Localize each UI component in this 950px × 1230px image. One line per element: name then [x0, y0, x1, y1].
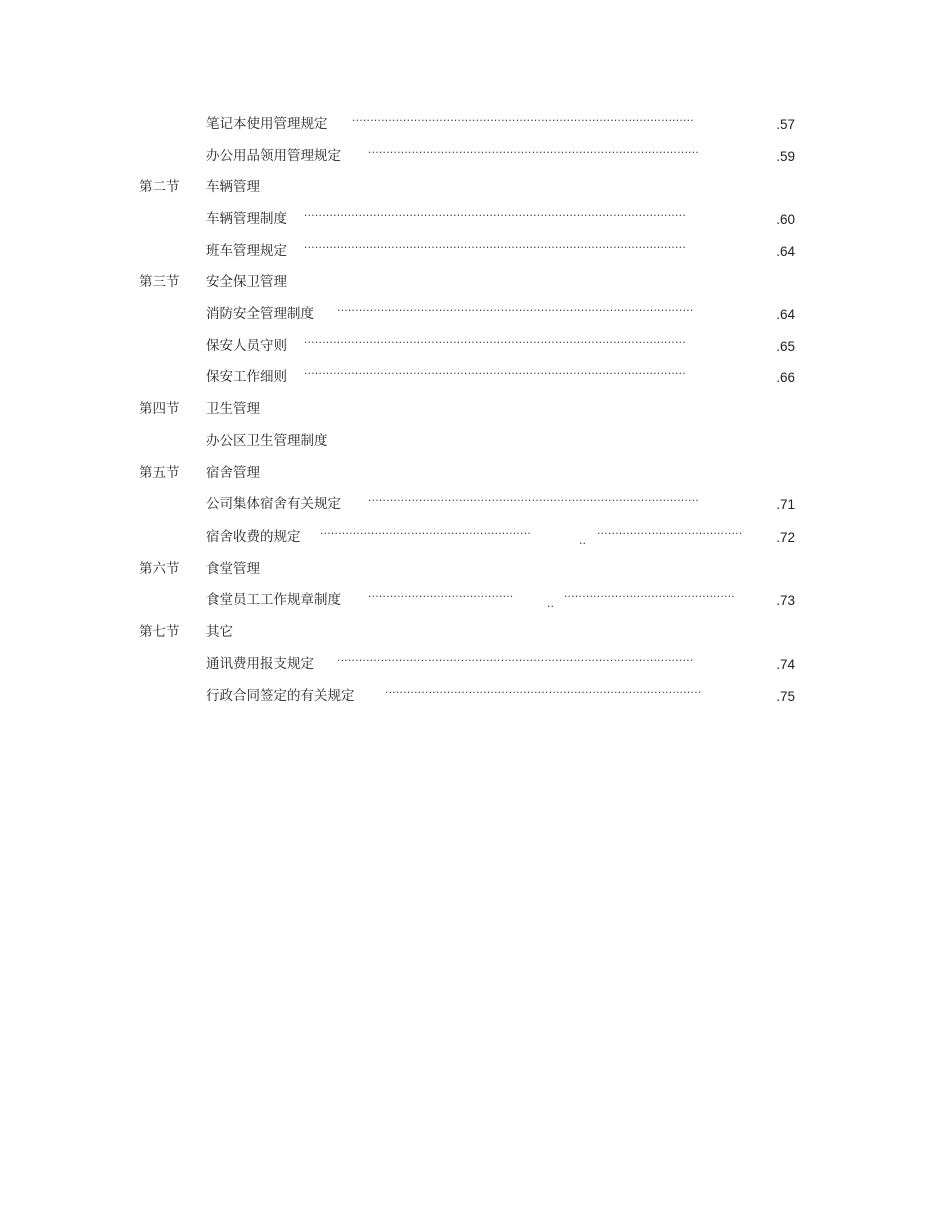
section-number: 第二节	[139, 179, 180, 195]
page-number: .64	[776, 307, 795, 322]
toc-entry	[0, 208, 950, 230]
dot-leader: ·········································································································	[304, 337, 686, 349]
section-title: 宿舍管理	[206, 465, 260, 481]
toc-entry	[0, 589, 950, 611]
toc-section-heading	[0, 462, 950, 484]
entry-title: 行政合同签定的有关规定	[206, 688, 355, 704]
entry-title: 消防安全管理制度	[206, 306, 314, 322]
section-title: 车辆管理	[206, 179, 260, 195]
dot-leader: ·······················································································	[385, 687, 702, 699]
toc-section-heading	[0, 398, 950, 420]
page-number: .71	[776, 497, 795, 512]
dot-leader: ···············································	[564, 591, 735, 603]
toc-section-heading	[0, 558, 950, 580]
leader-gap-dots: ..	[579, 534, 586, 547]
dot-leader: ·········································································································	[304, 368, 686, 380]
entry-title: 宿舍收费的规定	[206, 529, 301, 545]
entry-title: 办公区卫生管理制度	[206, 433, 328, 449]
section-title: 其它	[206, 624, 233, 640]
entry-title: 保安人员守则	[206, 338, 287, 354]
page-number: .60	[776, 212, 795, 227]
toc-section-heading	[0, 621, 950, 643]
section-number: 第四节	[139, 401, 180, 417]
section-title: 卫生管理	[206, 401, 260, 417]
dot-leader: ···························································································	[368, 495, 700, 507]
toc-entry	[0, 493, 950, 515]
page-number: .74	[776, 657, 795, 672]
leader-gap-dots: ..	[547, 597, 554, 610]
page-number: .65	[776, 339, 795, 354]
toc-entry	[0, 653, 950, 675]
entry-title: 保安工作细则	[206, 369, 287, 385]
dot-leader: ··································································································	[337, 305, 694, 317]
page-number: .73	[776, 593, 795, 608]
dot-leader: ···························································································	[368, 147, 700, 159]
section-number: 第七节	[139, 624, 180, 640]
toc-entry	[0, 145, 950, 167]
dot-leader: ·········································································································	[304, 242, 686, 254]
toc-entry	[0, 303, 950, 325]
dot-leader: ·········································································································	[304, 210, 686, 222]
entry-title: 食堂员工工作规章制度	[206, 592, 341, 608]
entry-title: 通讯费用报支规定	[206, 656, 314, 672]
page-number: .75	[776, 689, 795, 704]
page-number: .59	[776, 149, 795, 164]
page-number: .64	[776, 244, 795, 259]
dot-leader: ··································································································	[337, 655, 694, 667]
entry-title: 车辆管理制度	[206, 211, 287, 227]
page-number: .57	[776, 117, 795, 132]
page-number: .66	[776, 370, 795, 385]
page-number: .72	[776, 530, 795, 545]
section-number: 第六节	[139, 561, 180, 577]
entry-title: 班车管理规定	[206, 243, 287, 259]
toc-entry	[0, 526, 950, 548]
section-number: 第五节	[139, 465, 180, 481]
section-number: 第三节	[139, 274, 180, 290]
section-title: 食堂管理	[206, 561, 260, 577]
dot-leader: ········································	[597, 528, 743, 540]
dot-leader: ······························································································	[352, 115, 694, 127]
toc-entry	[0, 685, 950, 707]
entry-title: 公司集体宿舍有关规定	[206, 496, 341, 512]
toc-entry	[0, 113, 950, 135]
toc-section-heading	[0, 176, 950, 198]
section-title: 安全保卫管理	[206, 274, 287, 290]
entry-title: 办公用品领用管理规定	[206, 148, 341, 164]
toc-entry	[0, 335, 950, 357]
dot-leader: ········································	[368, 591, 514, 603]
toc-entry	[0, 430, 950, 452]
toc-section-heading	[0, 271, 950, 293]
dot-leader: ··························································	[320, 528, 531, 540]
toc-entry	[0, 240, 950, 262]
toc-entry	[0, 366, 950, 388]
entry-title: 笔记本使用管理规定	[206, 116, 328, 132]
